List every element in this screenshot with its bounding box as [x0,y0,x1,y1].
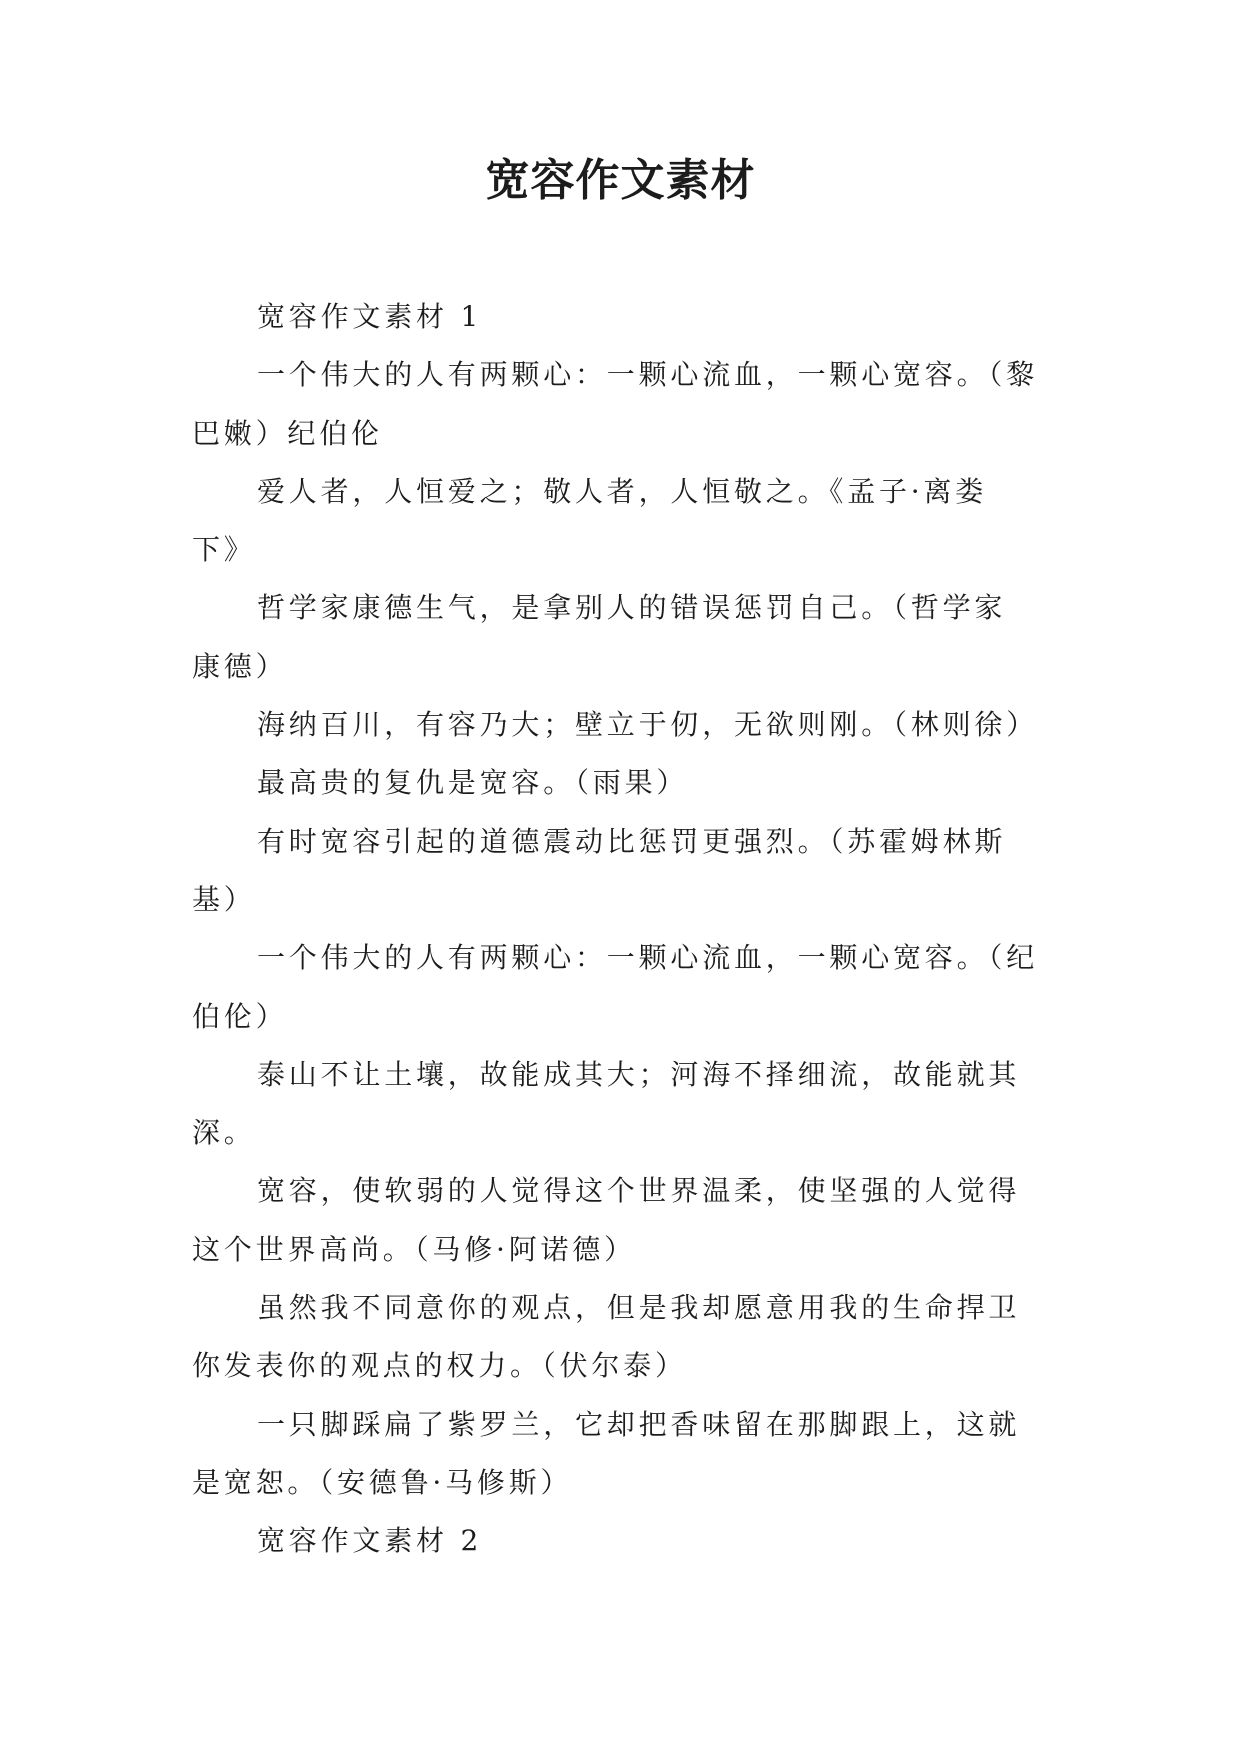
document-body [192,288,1072,1571]
paragraph [192,579,1072,696]
text-line: 海纳百川，有容乃大；壁立于仞，无欲则刚。（林则徐） [257,708,1039,742]
text-line: 这个世界高尚。（马修·阿诺德） [192,1232,636,1266]
text-line: 宽容，使软弱的人觉得这个世界温柔，使坚强的人觉得 [257,1174,1021,1208]
text-line: 哲学家康德生气，是拿别人的错误惩罚自己。（哲学家 [257,591,1007,625]
paragraph [192,696,1072,754]
text-line: 是宽恕。（安德鲁·马修斯） [192,1465,573,1499]
text-line: 爱人者，人恒爱之；敬人者，人恒敬之。《孟子·离娄 [257,474,988,508]
text-line: 下》 [192,533,256,567]
document-title: 宽容作文素材 [485,155,756,206]
text-line: 最高贵的复仇是宽容。（雨果） [257,766,689,800]
text-line: 虽然我不同意你的观点，但是我却愿意用我的生命捍卫 [257,1291,1021,1325]
text-line: 伯伦） [192,999,288,1033]
text-line: 一个伟大的人有两颗心：一颗心流血，一颗心宽容。（黎 [257,358,1039,392]
text-line: 泰山不让土壤，故能成其大；河海不择细流，故能就其 [257,1057,1021,1091]
paragraph [192,1162,1072,1279]
paragraph [192,754,1072,812]
text-line: 一个伟大的人有两颗心：一颗心流血，一颗心宽容。（纪 [257,941,1039,975]
section-heading [192,288,1072,346]
paragraph [192,1396,1072,1513]
text-line: 深。 [192,1116,256,1150]
text-line: 你发表你的观点的权力。（伏尔泰） [192,1349,687,1383]
text-line: 康德） [192,649,288,683]
text-line: 一只脚踩扁了紫罗兰，它却把香味留在那脚跟上，这就 [257,1407,1021,1441]
text-line: 有时宽容引起的道德震动比惩罚更强烈。（苏霍姆林斯 [257,824,1007,858]
paragraph [192,813,1072,930]
paragraph [192,1279,1072,1396]
section-heading [192,1512,1072,1570]
paragraph [192,463,1072,580]
paragraph [192,929,1072,1046]
text-line: 基） [192,882,256,916]
paragraph [192,346,1072,463]
paragraph [192,1046,1072,1163]
text-line: 巴嫩）纪伯伦 [192,416,383,450]
text-line: 宽容作文素材 2 [257,1524,483,1558]
text-line: 宽容作文素材 1 [257,300,483,333]
